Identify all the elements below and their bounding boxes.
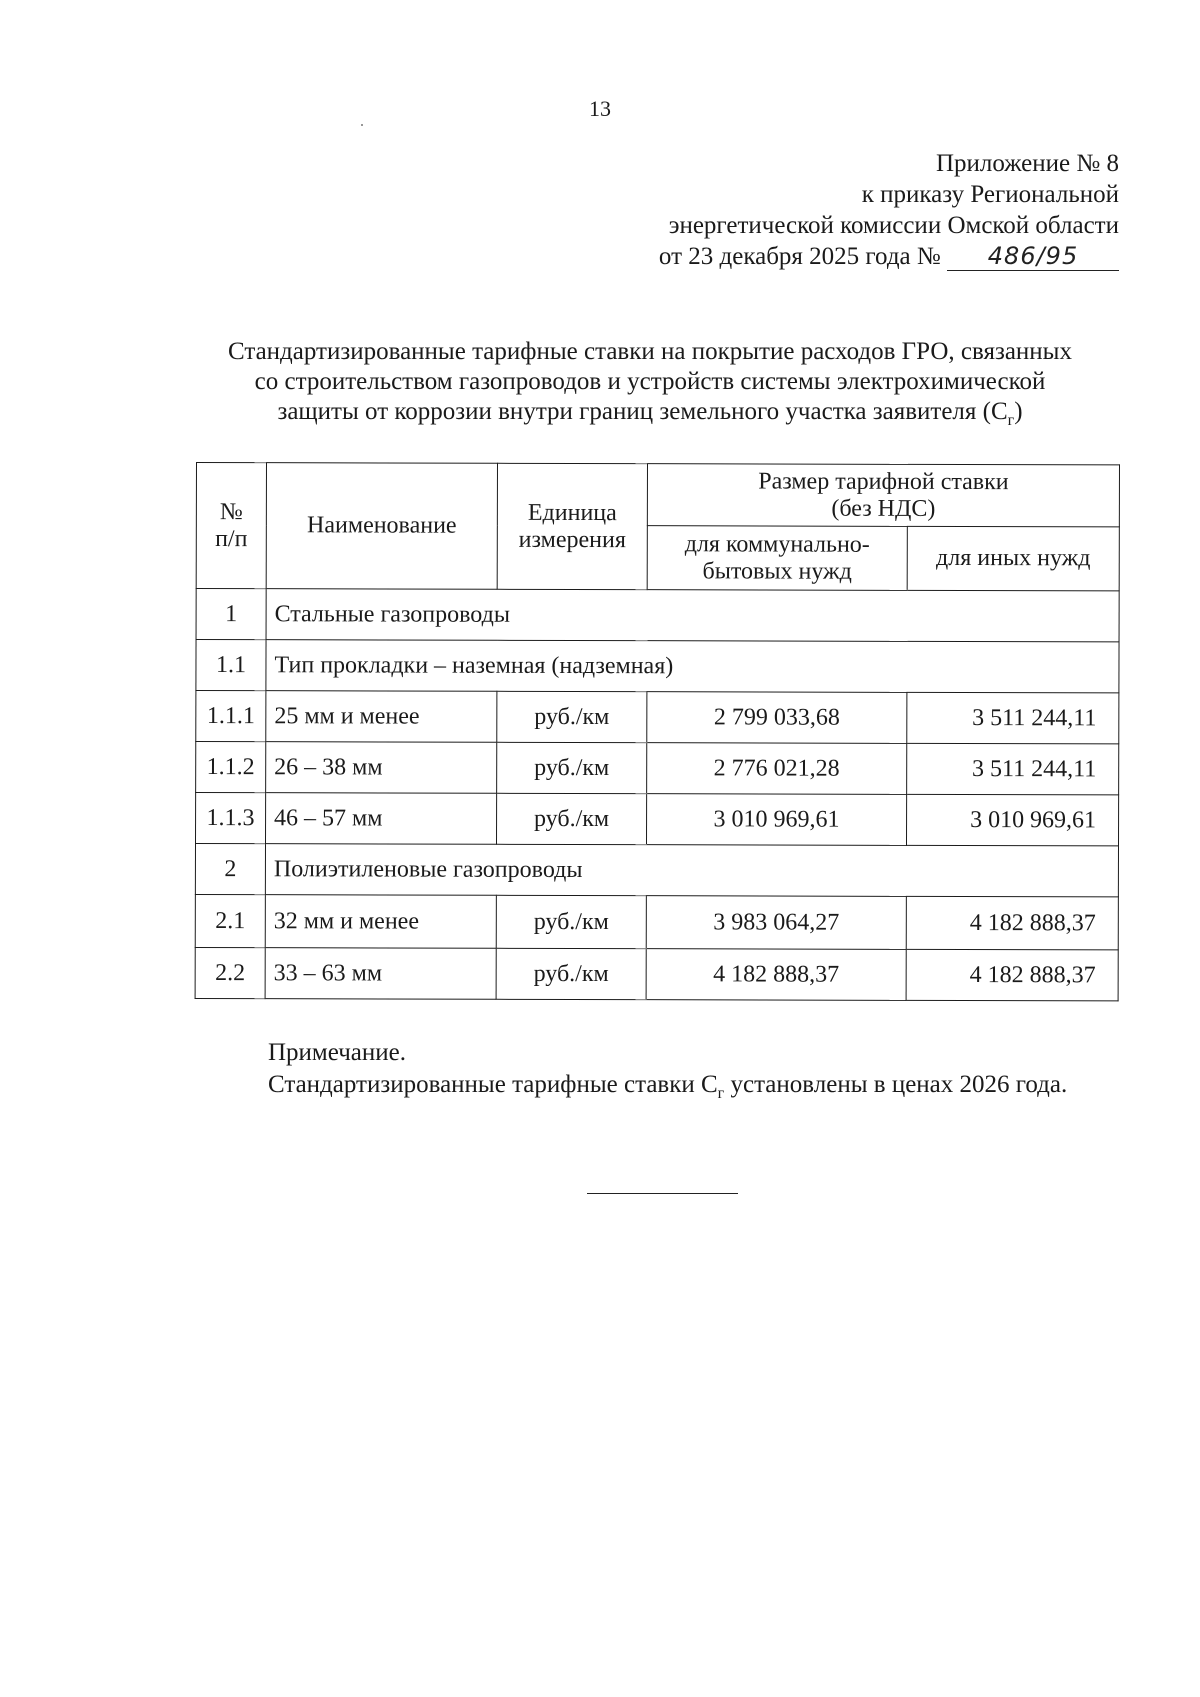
row-num: 1.1.3 <box>196 793 266 844</box>
table-row <box>195 947 1118 1000</box>
appendix-header <box>659 148 1119 272</box>
order-number-handwritten: 486/95 <box>987 242 1079 270</box>
note-heading: Примечание. <box>268 1039 407 1066</box>
header-rate: Размер тарифной ставки (без НДС) <box>647 464 1119 527</box>
row-section-name: Тип прокладки – наземная (надземная) <box>266 640 1119 693</box>
row-communal-rate: 3 010 969,61 <box>646 794 906 846</box>
row-other-rate: 3 511 244,11 <box>907 692 1119 744</box>
document-title <box>180 337 1120 436</box>
row-other-rate: 3 010 969,61 <box>906 794 1118 846</box>
row-name: 32 мм и менее <box>265 895 496 949</box>
header-num: № п/п <box>196 463 266 589</box>
table-row <box>196 640 1119 693</box>
row-num: 2 <box>195 844 265 895</box>
appendix-line-2: к приказу Региональной <box>861 181 1119 208</box>
row-unit: руб./км <box>497 793 647 844</box>
row-communal-rate: 3 983 064,27 <box>646 896 906 950</box>
header-unit: Единица измерения <box>497 463 647 589</box>
row-num: 1.1.1 <box>196 691 266 742</box>
row-num: 1.1.2 <box>196 742 266 793</box>
header-other: для иных нужд <box>907 526 1119 591</box>
note-block <box>198 1037 1120 1110</box>
note-text: Стандартизированные тарифные ставки $С_г$ установлены в ценах 2026 года. <box>268 1071 1068 1102</box>
row-num: 2.2 <box>195 947 265 998</box>
row-unit: руб./км <box>497 691 647 742</box>
page-number: 13 <box>589 96 611 121</box>
table-row <box>196 742 1119 795</box>
scan-speck <box>361 124 363 126</box>
title-line-1: Стандартизированные тарифные ставки на покрытие расходов ГРО, связанных <box>228 338 1072 365</box>
row-unit: руб./км <box>497 742 647 793</box>
table-row <box>195 894 1118 949</box>
table-row <box>196 793 1119 846</box>
row-num: 2.1 <box>195 894 265 947</box>
title-line-3: защиты от коррозии внутри границ земельного участка заявителя $(С_г)$ <box>277 398 1023 429</box>
row-name: 33 – 63 мм <box>265 948 496 1000</box>
tariff-table <box>195 462 1120 1001</box>
order-number-field <box>947 243 1119 271</box>
table-row <box>196 691 1119 744</box>
row-section-name: Полиэтиленовые газопроводы <box>265 844 1118 897</box>
row-section-name: Стальные газопроводы <box>266 589 1119 642</box>
row-other-rate: 4 182 888,37 <box>906 949 1118 1001</box>
appendix-line-3: энергетической комиссии Омской области <box>668 212 1119 239</box>
table-row <box>195 844 1118 897</box>
row-other-rate: 3 511 244,11 <box>907 743 1119 795</box>
header-name: Наименование <box>266 463 497 590</box>
row-communal-rate: 4 182 888,37 <box>646 949 906 1001</box>
row-name: 26 – 38 мм <box>266 742 497 794</box>
appendix-line-1: Приложение № 8 <box>935 150 1119 177</box>
table-row <box>196 589 1119 642</box>
row-num: 1.1 <box>196 640 266 691</box>
row-communal-rate: 2 776 021,28 <box>647 743 907 795</box>
header-communal: для коммунально- бытовых нужд <box>647 526 907 591</box>
row-num: 1 <box>196 589 266 640</box>
row-unit: руб./км <box>496 895 646 948</box>
end-of-document-rule <box>587 1193 738 1194</box>
title-line-2: со строительством газопроводов и устройств системы электрохимической <box>254 368 1046 395</box>
row-communal-rate: 2 799 033,68 <box>647 692 907 744</box>
row-unit: руб./км <box>496 948 646 999</box>
row-other-rate: 4 182 888,37 <box>906 896 1118 950</box>
appendix-date-line <box>659 241 1119 272</box>
row-name: 25 мм и менее <box>266 691 497 743</box>
appendix-date: от 23 декабря 2025 года № <box>658 243 941 270</box>
row-name: 46 – 57 мм <box>266 793 497 845</box>
